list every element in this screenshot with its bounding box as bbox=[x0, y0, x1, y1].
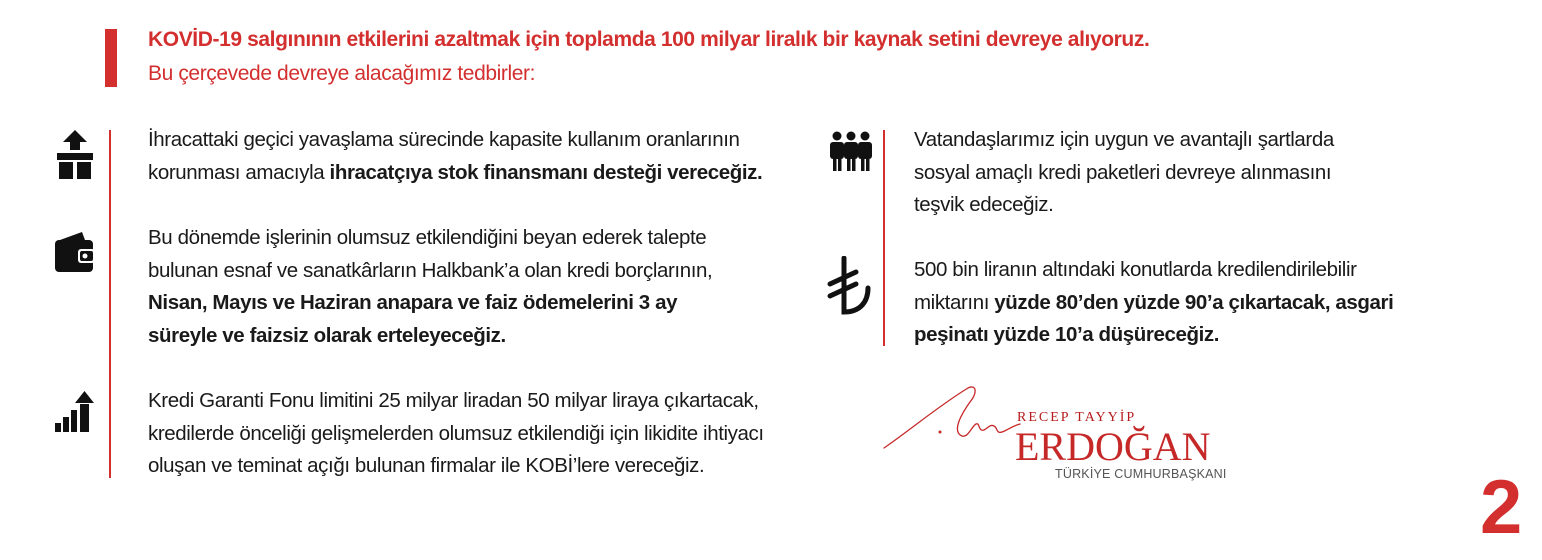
signature-title: TÜRKİYE CUMHURBAŞKANI bbox=[1055, 467, 1227, 481]
wallet-icon bbox=[54, 230, 96, 274]
citizens-line-1: Vatandaşlarımız için uygun ve avantajlı şartlarda bbox=[914, 128, 1334, 151]
turkish-lira-icon bbox=[826, 256, 872, 318]
housing-line-3 bbox=[914, 319, 1393, 352]
credit-fund-line-2: kredilerde önceliği gelişmelerden olumsuz etkilendiği için likidite ihtiyacı bbox=[148, 421, 764, 445]
export-package-icon bbox=[54, 130, 96, 180]
citizens-line-3: teşvik edeceğiz. bbox=[914, 193, 1054, 216]
credit-fund-line-1: Kredi Garanti Fonu limitini 25 milyar liradan 50 milyar liraya çıkartacak, bbox=[148, 389, 759, 412]
right-column-divider bbox=[883, 130, 885, 346]
headline: KOVİD-19 salgınının etkilerini azaltmak için toplamda 100 milyar liralık bir kaynak setini devreye alıyoruz. bbox=[148, 28, 1150, 51]
tradesmen-loan-text bbox=[148, 222, 712, 352]
header-accent-bar bbox=[105, 29, 117, 87]
subheadline: Bu çerçevede devreye alacağımız tedbirler: bbox=[148, 62, 536, 85]
citizens-credit-text bbox=[914, 124, 1334, 222]
tradesmen-line-3-bold: Nisan, Mayıs ve Haziran anapara ve faiz ödemelerini 3 ay bbox=[148, 291, 678, 314]
export-line-2-bold: ihracatçıya stok finansmanı desteği vereceğiz. bbox=[329, 160, 763, 184]
export-line-1: İhracattaki geçici yavaşlama sürecinde kapasite kullanım oranlarının bbox=[148, 128, 740, 151]
credit-guarantee-fund-text bbox=[148, 385, 764, 483]
tradesmen-line-4-bold: süreyle ve faizsiz olarak erteleyeceğiz. bbox=[148, 323, 506, 347]
export-support-text bbox=[148, 124, 762, 189]
export-line-2 bbox=[148, 157, 762, 190]
housing-credit-text bbox=[914, 254, 1393, 352]
tradesmen-line-4 bbox=[148, 320, 712, 353]
housing-line-2 bbox=[914, 287, 1393, 320]
signature-last-name: ERDOĞAN bbox=[1015, 424, 1211, 469]
housing-line-3-bold: peşinatı yüzde 10’a düşüreceğiz. bbox=[914, 323, 1220, 346]
people-group-icon bbox=[829, 131, 873, 173]
growth-chart-icon bbox=[54, 390, 96, 434]
credit-fund-line-3: oluşan ve teminat açığı bulunan firmalar ile KOBİ’lere vereceğiz. bbox=[148, 454, 705, 477]
page-number: 2 bbox=[1480, 465, 1523, 550]
tradesmen-line-2: bulunan esnaf ve sanatkârların Halkbank’a olan kredi borçlarının, bbox=[148, 258, 713, 282]
housing-line-2-bold: yüzde 80’den yüzde 90’a çıkartacak, asgari bbox=[994, 290, 1394, 314]
tradesmen-line-1: Bu dönemde işlerinin olumsuz etkilendiğini beyan ederek talepte bbox=[148, 226, 707, 249]
housing-line-1: 500 bin liranın altındaki konutlarda kredilendirilebilir bbox=[914, 258, 1357, 281]
signature-first-name: RECEP TAYYİP bbox=[1017, 410, 1137, 425]
export-line-2-normal: korunması amacıyla bbox=[148, 160, 330, 184]
left-column-divider bbox=[109, 130, 111, 478]
citizens-line-2: sosyal amaçlı kredi paketleri devreye alınmasını bbox=[914, 160, 1332, 184]
housing-line-2-normal: miktarını bbox=[914, 290, 995, 314]
tradesmen-line-3 bbox=[148, 287, 712, 320]
